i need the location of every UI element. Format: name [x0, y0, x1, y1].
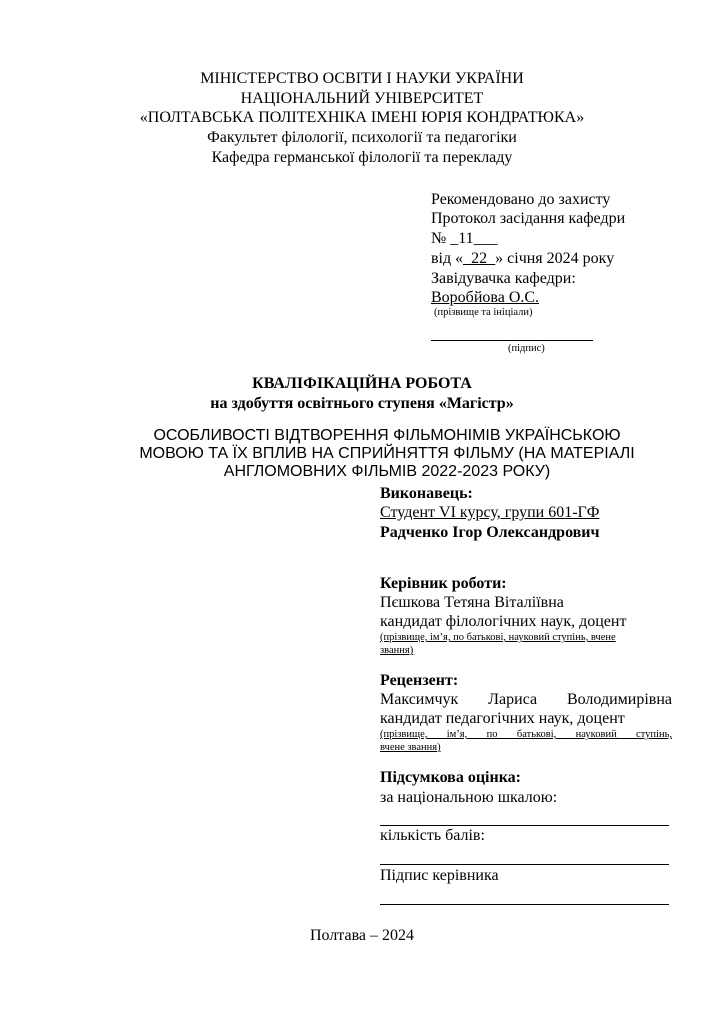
- date-day: _22_: [463, 250, 496, 267]
- faculty-name: Факультет філології, психології та педагогіки: [207, 129, 517, 146]
- reviewer-title: кандидат педагогічних наук, доцент: [380, 710, 625, 727]
- supervisor-name: Пєшкова Тетяна Віталіївна: [380, 594, 564, 611]
- supervisor-signature-label: Підпис керівника: [380, 867, 499, 884]
- grade-label: Підсумкова оцінка:: [380, 769, 521, 786]
- university-heading: НАЦІОНАЛЬНИЙ УНІВЕРСИТЕТ: [240, 90, 484, 107]
- executor-label: Виконавець:: [380, 485, 473, 502]
- recommended-text: Рекомендовано до захисту: [431, 191, 611, 208]
- university-name: «ПОЛТАВСЬКА ПОЛІТЕХНІКА ІМЕНІ ЮРІЯ КОНДРАТЮКА»: [139, 109, 585, 126]
- supervisor-caption-line-2: звання): [380, 645, 414, 656]
- supervisor-title: кандидат філологічних наук, доцент: [380, 613, 627, 630]
- thesis-title-line-3: АНГЛОМОВНИХ ФІЛЬМІВ 2022-2023 РОКУ): [223, 463, 551, 480]
- reviewer-caption-line-2: вчене звання): [380, 742, 441, 753]
- executor-name: Радченко Ігор Олександрович: [380, 524, 600, 541]
- ministry-heading: МІНІСТЕРСТВО ОСВІТИ І НАУКИ УКРАЇНИ: [200, 70, 524, 87]
- protocol-date: [431, 249, 614, 269]
- work-degree: на здобуття освітнього ступеня «Магістр»: [210, 395, 514, 412]
- date-suffix: » січня 2024 року: [495, 250, 615, 267]
- work-type: КВАЛІФІКАЦІЙНА РОБОТА: [252, 375, 472, 392]
- protocol-number: № _11___: [431, 230, 498, 247]
- national-scale-label: за національною шкалою:: [380, 789, 558, 806]
- supervisor-caption-line-1: (прізвище, ім’я, по батькові, науковий ступінь, вчене: [380, 632, 616, 643]
- executor-course: Студент VI курсу, групи 601-ГФ: [380, 504, 600, 521]
- thesis-title-line-1: ОСОБЛИВОСТІ ВІДТВОРЕННЯ ФІЛЬМОНІМІВ УКРАЇНСЬКОЮ: [153, 427, 621, 444]
- date-prefix: від «: [431, 250, 464, 267]
- reviewer-caption-line-1: (прізвище, ім’я, по батькові, науковий ступінь,: [380, 729, 672, 740]
- signature-caption: (підпис): [508, 343, 545, 354]
- head-name: Воробйова О.С.: [431, 289, 540, 306]
- reviewer-name: Максимчук Лариса Володимирівна: [380, 691, 672, 708]
- signature-line: [431, 340, 593, 341]
- supervisor-signature-line: [380, 904, 669, 905]
- head-label: Завідувачка кафедри:: [431, 270, 576, 287]
- points-line: [380, 864, 669, 865]
- supervisor-label: Керівник роботи:: [380, 575, 507, 592]
- head-caption: (прізвище та ініціали): [434, 307, 533, 318]
- city-year: Полтава – 2024: [309, 927, 415, 944]
- reviewer-label: Рецензент:: [380, 672, 459, 689]
- department-name: Кафедра германської філології та перекладу: [211, 149, 513, 166]
- protocol-text: Протокол засідання кафедри: [431, 210, 626, 227]
- thesis-title-line-2: МОВОЮ ТА ЇХ ВПЛИВ НА СПРИЙНЯТТЯ ФІЛЬМУ (НА МАТЕРІАЛІ: [139, 445, 635, 462]
- points-label: кількість балів:: [380, 827, 485, 844]
